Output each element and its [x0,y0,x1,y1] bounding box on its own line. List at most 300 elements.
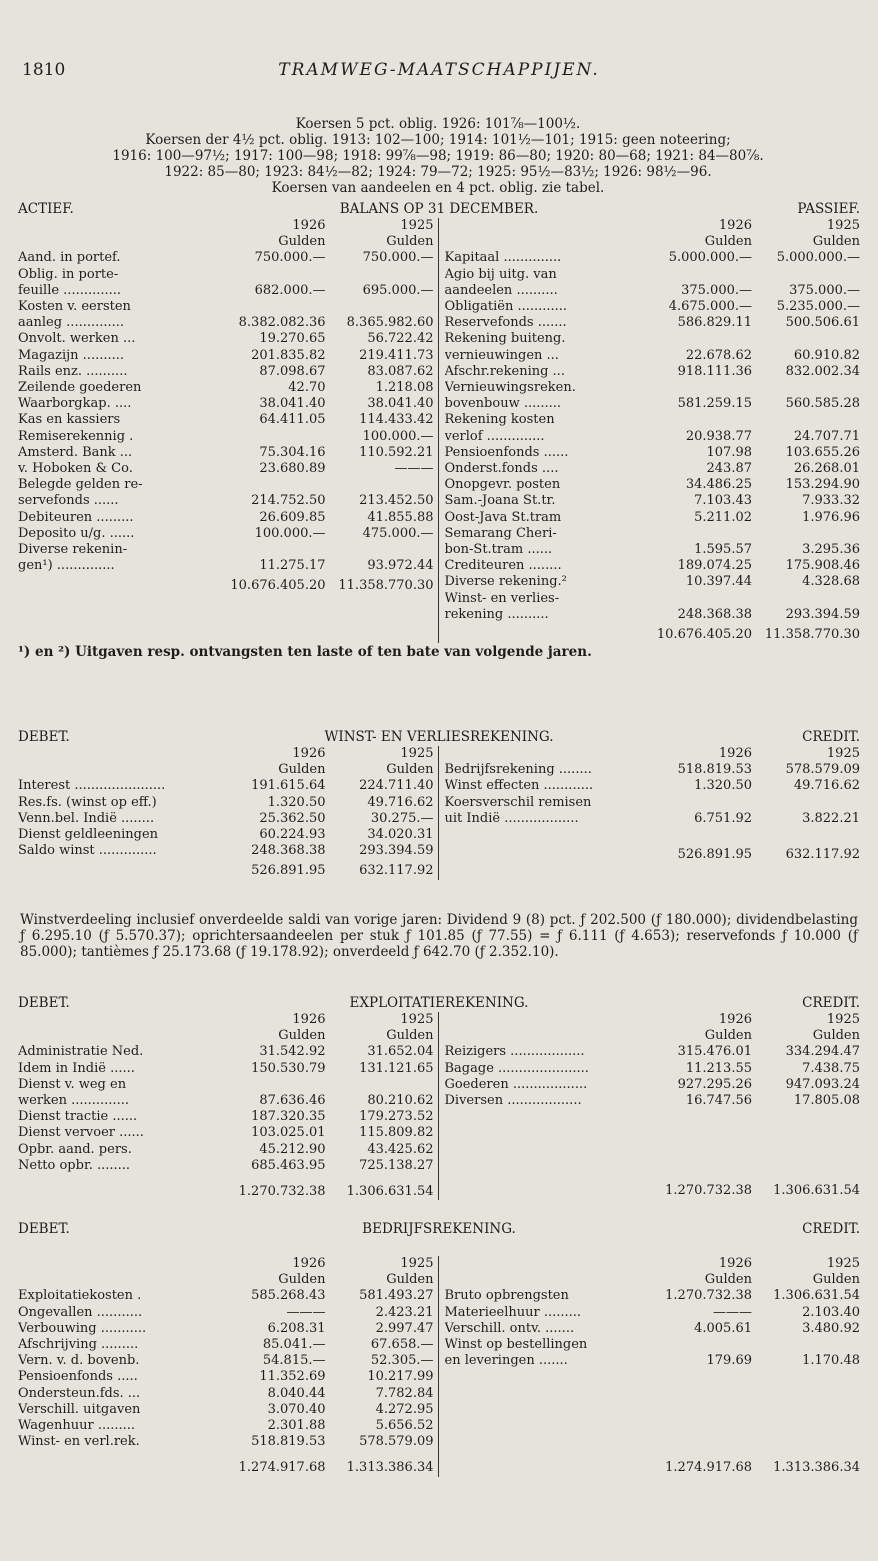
row-label: Winst effecten ............ [444,778,594,794]
balans-footnote: ¹) en ²) Uitgaven resp. ontvangsten ten laste of ten bate van volgende jaren. [18,644,592,661]
value-1925: 5.656.52 [375,1418,434,1434]
value-1925: 49.716.62 [367,794,434,810]
table-row [18,331,434,347]
row-label: feuille .............. [18,282,122,298]
table-row [445,1353,861,1369]
value-1925: 947.093.24 [785,1076,860,1092]
value-1926: 26.609.85 [259,509,326,525]
winst-left-title: DEBET. [18,729,70,745]
table-row [18,283,434,299]
value-1926 [218,429,326,445]
value-1926: 45.212.90 [259,1141,326,1157]
value-1926: 375.000.— [681,282,752,298]
value-1926: 248.368.38 [251,843,326,859]
value-1926: 187.320.35 [251,1109,326,1125]
value-1926: 25.362.50 [259,810,326,826]
table-row [18,1353,434,1369]
value-1926 [218,542,326,558]
value-1925: 30.275.— [370,810,434,826]
value-1925: 100.000.— [362,428,434,444]
table-row [445,1321,861,1337]
value-1926: 11.213.55 [685,1060,752,1076]
value-1926: 64.411.05 [259,412,326,428]
table-row [445,412,861,428]
table-row [18,461,434,477]
row-label: Oblig. in porte- [18,266,119,282]
row-label: Crediteuren ........ [444,558,562,574]
bedrijfs-title: BEDRIJFSREKENING. [362,1221,516,1237]
row-label: Ondersteun.fds. ... [18,1385,141,1401]
actief-column [18,218,439,643]
row-label: Reservefonds ....... [444,315,567,331]
row-label: Winst- en verlies- [444,590,560,606]
year-header: 1926 1925 [292,746,434,761]
value-1925: 24.707.71 [793,428,860,444]
value-1926: 31.542.92 [259,1044,326,1060]
value-1926: 5.000.000.— [668,250,752,266]
value-1926: 585.268.43 [251,1288,326,1304]
row-label: v. Hoboken & Co. [18,461,133,477]
row-label: Materieelhuur ......... [444,1304,582,1320]
passief-total: 10.676.405.20 11.358.770.30 [656,627,860,643]
row-label: Deposito u/g. ...... [18,525,135,541]
exploitatie-right-title: CREDIT. [802,995,860,1011]
row-label: Reizigers .................. [444,1044,585,1060]
row-label: Dienst tractie ...... [18,1109,138,1125]
row-label: Diverse rekenin- [18,542,128,558]
table-row [18,380,434,396]
bedrijfs-section [18,1221,860,1477]
value-1925: 49.716.62 [793,778,860,794]
row-label: rekening .......... [444,606,549,622]
table-row [18,267,434,283]
value-1925: 52.305.— [370,1353,434,1369]
value-1926: 7.103.43 [694,493,752,509]
value-1926 [218,299,326,315]
value-1925: 7.933.32 [802,493,860,509]
exploitatie-title: EXPLOITATIEREKENING. [349,995,529,1011]
value-1926: 586.829.11 [677,315,752,331]
value-1926: 11.275.17 [259,558,326,574]
value-1926: 75.304.16 [259,444,326,460]
value-1925: 153.294.90 [785,477,860,493]
table-row [445,526,861,542]
page-header [22,62,856,86]
row-label: Venn.bel. Indië ........ [18,810,155,826]
table-row [18,1125,434,1141]
value-1925: ——— [394,461,434,477]
value-1926: 60.224.93 [259,827,326,843]
value-1925: 219.411.73 [359,347,434,363]
value-1925 [326,477,434,493]
bedrijfs-right-title: CREDIT. [802,1221,860,1237]
value-1925: 5.000.000.— [776,250,860,266]
table-row [445,510,861,526]
value-1925: 500.506.61 [785,315,860,331]
value-1925 [752,526,860,542]
table-row [445,299,861,315]
table-row [445,1093,861,1109]
row-label: Dienst v. weg en [18,1076,127,1092]
value-1925: 67.658.— [370,1337,434,1353]
row-label: Pensioenfonds ...... [444,444,569,460]
value-1925: 38.041.40 [367,396,434,412]
row-label: Vernieuwingsreken. [444,380,576,396]
row-label: Onvolt. werken ... [18,331,136,347]
row-label: Koersverschil remisen [444,794,592,810]
table-row [18,811,434,827]
value-1925: 41.855.88 [367,509,434,525]
table-row [445,364,861,380]
table-row [445,429,861,445]
value-1926: 191.615.64 [251,778,326,794]
row-label: bon-St.tram ...... [444,542,553,558]
row-label: Rails enz. .......... [18,363,128,379]
table-row [18,429,434,445]
value-1925: 375.000.— [789,282,860,298]
value-1925: 750.000.— [362,250,434,266]
value-1925: 1.976.96 [802,509,860,525]
row-label: Goederen .................. [444,1076,588,1092]
row-label: aandeelen .......... [444,282,558,298]
value-1925: 2.103.40 [802,1304,860,1320]
value-1926: 34.486.25 [685,477,752,493]
value-1925: 17.805.08 [793,1093,860,1109]
row-label: Obligatiën ............ [444,299,568,315]
value-1925: 5.235.000.— [776,299,860,315]
value-1925: 1.170.48 [802,1353,860,1369]
value-1926 [644,526,752,542]
table-row [18,1142,434,1158]
row-label: Kapitaal .............. [444,250,562,266]
row-label: bovenbouw ......... [444,396,562,412]
row-label: Sam.-Joana St.tr. [444,493,556,509]
value-1926: ——— [713,1304,752,1320]
value-1925: 3.295.36 [802,542,860,558]
table-row [18,1418,434,1434]
row-label: Rekening kosten [444,412,555,428]
row-label: Bagage ...................... [444,1060,589,1076]
value-1926: 518.819.53 [251,1434,326,1450]
value-1925: 10.217.99 [367,1369,434,1385]
row-label: werken .............. [18,1093,129,1109]
value-1925: 695.000.— [362,282,434,298]
row-label: Vern. v. d. bovenb. [18,1353,140,1369]
winst-credit-total: 526.891.95 632.117.92 [677,847,860,863]
value-1926: 6.208.31 [267,1320,326,1336]
value-1926: 5.211.02 [694,509,752,525]
value-1926: 4.005.61 [694,1320,752,1336]
value-1926: 20.938.77 [685,428,752,444]
winst-debet-column [18,746,439,880]
value-1925: 31.652.04 [367,1044,434,1060]
row-label: Dienst vervoer ...... [18,1125,144,1141]
passief-column [439,218,861,643]
value-1925: 115.809.82 [359,1125,434,1141]
value-1925: 1.218.08 [375,380,434,396]
row-label: Interest ...................... [18,778,166,794]
winst-debet-total: 526.891.95 632.117.92 [251,863,434,879]
row-label: Kosten v. eersten [18,299,131,315]
winst-right-title: CREDIT. [802,729,860,745]
row-label: Wagenhuur ......... [18,1418,136,1434]
table-row [18,1337,434,1353]
table-row [18,1288,434,1304]
unit-header: Gulden Gulden [704,1028,860,1044]
unit-header: Gulden Gulden [278,1272,434,1288]
table-row [18,412,434,428]
table-row [445,348,861,364]
value-1925 [752,267,860,283]
table-row [445,542,861,558]
value-1926 [644,591,752,607]
bedrijfs-credit-column [439,1256,861,1477]
unit-header: Gulden Gulden [278,762,434,778]
value-1926: 518.819.53 [677,762,752,778]
year-header: 1926 1925 [718,746,860,761]
table-row [18,1077,434,1093]
value-1926: 11.352.69 [259,1369,326,1385]
value-1926: 85.041.— [262,1337,326,1353]
unit-header: Gulden Gulden [704,1272,860,1288]
value-1925: 60.910.82 [793,347,860,363]
intro-line: Koersen van aandeelen en 4 pct. oblig. zie tabel. [271,180,605,196]
value-1926: 38.041.40 [259,396,326,412]
value-1926: 581.259.15 [677,396,752,412]
table-row [445,1337,861,1353]
unit-header: Gulden Gulden [278,234,434,250]
winst-section [18,729,860,880]
table-row [445,607,861,623]
value-1925: 725.138.27 [359,1157,434,1173]
exploitatie-left-title: DEBET. [18,995,70,1011]
row-label: Bedrijfsrekening ........ [444,762,592,778]
intro-line: 1922: 85—80; 1923: 84½—82; 1924: 79—72; 1925: 95½—83½; 1926: 98½—96. [164,164,712,180]
row-label: Onopgevr. posten [444,477,561,493]
winst-credit-column [439,746,861,880]
value-1926: 1.320.50 [694,778,752,794]
row-label: Aand. in portef. [18,250,121,266]
table-row [18,445,434,461]
table-row [18,364,434,380]
bedrijfs-credit-total: 1.274.917.68 1.313.386.34 [665,1460,860,1476]
value-1925 [326,299,434,315]
table-row [445,396,861,412]
balans-left-title: ACTIEF. [18,201,74,217]
row-label: Pensioenfonds ..... [18,1369,138,1385]
table-row [18,1305,434,1321]
winst-title: WINST- EN VERLIESREKENING. [324,729,554,745]
value-1925: 1.306.631.54 [773,1288,860,1304]
table-row [445,283,861,299]
row-label: verlof .............. [444,428,545,444]
row-label: Verschill. ontv. ....... [444,1320,575,1336]
row-label: Netto opbr. ........ [18,1157,131,1173]
row-label: Winst- en verl.rek. [18,1434,140,1450]
table-row [445,762,861,778]
value-1925: 131.121.65 [359,1060,434,1076]
row-label: Semarang Cheri- [444,525,557,541]
value-1925: 80.210.62 [367,1093,434,1109]
row-label: Amsterd. Bank ... [18,444,133,460]
value-1925: 293.394.59 [785,606,860,622]
year-header: 1926 1925 [292,218,434,233]
table-row [18,1061,434,1077]
value-1925: 7.782.84 [375,1385,434,1401]
bedrijfs-debet-column [18,1256,439,1477]
value-1925 [752,380,860,396]
table-row [18,795,434,811]
value-1925: 110.592.21 [359,444,434,460]
row-label: en leveringen ....... [444,1353,568,1369]
value-1926: 179.69 [706,1353,752,1369]
value-1925: 43.425.62 [367,1141,434,1157]
value-1926: 4.675.000.— [668,299,752,315]
value-1925: 560.585.28 [785,396,860,412]
balans-section [18,201,860,660]
table-row [18,1402,434,1418]
table-row [18,1434,434,1450]
value-1926: 23.680.89 [259,461,326,477]
value-1925: 8.365.982.60 [346,315,434,331]
value-1926 [218,267,326,283]
table-row [18,477,434,493]
exploitatie-section [18,995,860,1200]
year-header: 1926 1925 [292,1012,434,1027]
table-row [445,461,861,477]
table-row [445,591,861,607]
value-1925: 7.438.75 [802,1060,860,1076]
value-1925: 334.294.47 [785,1044,860,1060]
value-1926 [644,795,752,811]
intro-line: Koersen 5 pct. oblig. 1926: 101⅞—100½. [295,116,581,132]
value-1925: 3.480.92 [802,1320,860,1336]
row-label: Bruto opbrengsten [444,1288,569,1304]
value-1925 [752,331,860,347]
table-row [18,827,434,843]
value-1926: 100.000.— [254,525,326,541]
exploitatie-credit-total: 1.270.732.38 1.306.631.54 [665,1183,860,1199]
row-label: Remiserekennig . [18,428,134,444]
value-1926 [644,380,752,396]
row-label: Afschr.rekening ... [444,363,565,379]
value-1926: 685.463.95 [251,1157,326,1173]
value-1926: 107.98 [706,444,752,460]
row-label: Winst op bestellingen [444,1337,588,1353]
value-1925: 34.020.31 [367,827,434,843]
value-1926: 927.295.26 [677,1076,752,1092]
actief-total: 10.676.405.20 11.358.770.30 [230,578,434,594]
table-row [445,315,861,331]
unit-header: Gulden Gulden [278,1028,434,1044]
value-1926: 918.111.36 [677,363,752,379]
row-label: Diversen .................. [444,1093,582,1109]
value-1926: 750.000.— [254,250,326,266]
table-row [445,1061,861,1077]
table-row [18,1369,434,1385]
table-row [18,348,434,364]
value-1925 [752,1337,860,1353]
bedrijfs-left-title: DEBET. [18,1221,70,1237]
value-1925: 179.273.52 [359,1109,434,1125]
value-1925 [326,267,434,283]
balans-title: BALANS OP 31 DECEMBER. [339,201,539,217]
exploitatie-credit-column [439,1012,861,1200]
value-1925 [752,591,860,607]
table-row [18,250,434,266]
year-header: 1926 1925 [718,218,860,233]
table-row [18,510,434,526]
table-row [445,493,861,509]
row-label: Waarborgkap. .... [18,396,132,412]
value-1925: 224.711.40 [359,778,434,794]
value-1925: 56.722.42 [367,331,434,347]
value-1925: 2.997.47 [375,1320,434,1336]
value-1925: 4.272.95 [375,1401,434,1417]
value-1926: 16.747.56 [685,1093,752,1109]
table-row [445,445,861,461]
year-header: 1926 1925 [718,1256,860,1271]
table-row [445,267,861,283]
row-label: Magazijn .......... [18,347,124,363]
value-1926: 1.270.732.38 [665,1288,752,1304]
winstverdeeling-paragraph: Winstverdeeling inclusief onverdeelde saldi van vorige jaren: Dividend 9 (8) pct. ƒ 202.500 (ƒ 180.000); dividendbelasting ƒ 6.295.10 (ƒ 5.570.37); oprichtersaandeelen per stuk ƒ 101.85 (ƒ 77.55) = ƒ 6.111 (ƒ 4.653); reservefonds ƒ 10.000 (ƒ 85.000); tantièmes ƒ 25.173.68 (ƒ 19.178.92); onverdeeld ƒ 642.70 (ƒ 2.352.10). [20,912,858,960]
value-1926 [218,477,326,493]
koersen-intro [20,116,856,196]
value-1925: 26.268.01 [793,461,860,477]
value-1925 [326,1077,434,1093]
value-1926 [644,1337,752,1353]
table-row [18,1158,434,1174]
value-1925: 578.579.09 [785,762,860,778]
value-1926: 150.530.79 [251,1060,326,1076]
row-label: Oost-Java St.tram [444,509,562,525]
value-1926: 8.040.44 [267,1385,326,1401]
page-number: 1810 [22,60,66,80]
balans-right-title: PASSIEF. [797,201,860,217]
table-row [18,778,434,794]
table-row [445,1044,861,1060]
table-row [445,811,861,827]
value-1926: 54.815.— [262,1353,326,1369]
intro-line: 1916: 100—97½; 1917: 100—98; 1918: 99⅞—98; 1919: 86—80; 1920: 80—68; 1921: 84—80⅞. [112,148,764,164]
value-1925: 4.328.68 [802,574,860,590]
row-label: Afschrijving ......... [18,1337,139,1353]
value-1926 [644,267,752,283]
table-row [18,1044,434,1060]
year-header: 1926 1925 [718,1012,860,1027]
value-1925 [752,795,860,811]
row-label: Verschill. uitgaven [18,1401,141,1417]
value-1926: 248.368.38 [677,606,752,622]
table-row [18,1386,434,1402]
table-row [445,477,861,493]
value-1926: 201.835.82 [251,347,326,363]
row-label: Saldo winst .............. [18,843,157,859]
row-label: Diverse rekening.² [444,574,567,590]
value-1926: 6.751.92 [694,810,752,826]
value-1926: 1.595.57 [694,542,752,558]
table-row [445,778,861,794]
value-1926 [644,331,752,347]
value-1926: ——— [286,1304,326,1320]
table-row [445,795,861,811]
table-row [445,558,861,574]
value-1926: 87.636.46 [259,1093,326,1109]
value-1925: 3.822.21 [802,810,860,826]
table-row [18,315,434,331]
row-label: vernieuwingen ... [444,347,559,363]
